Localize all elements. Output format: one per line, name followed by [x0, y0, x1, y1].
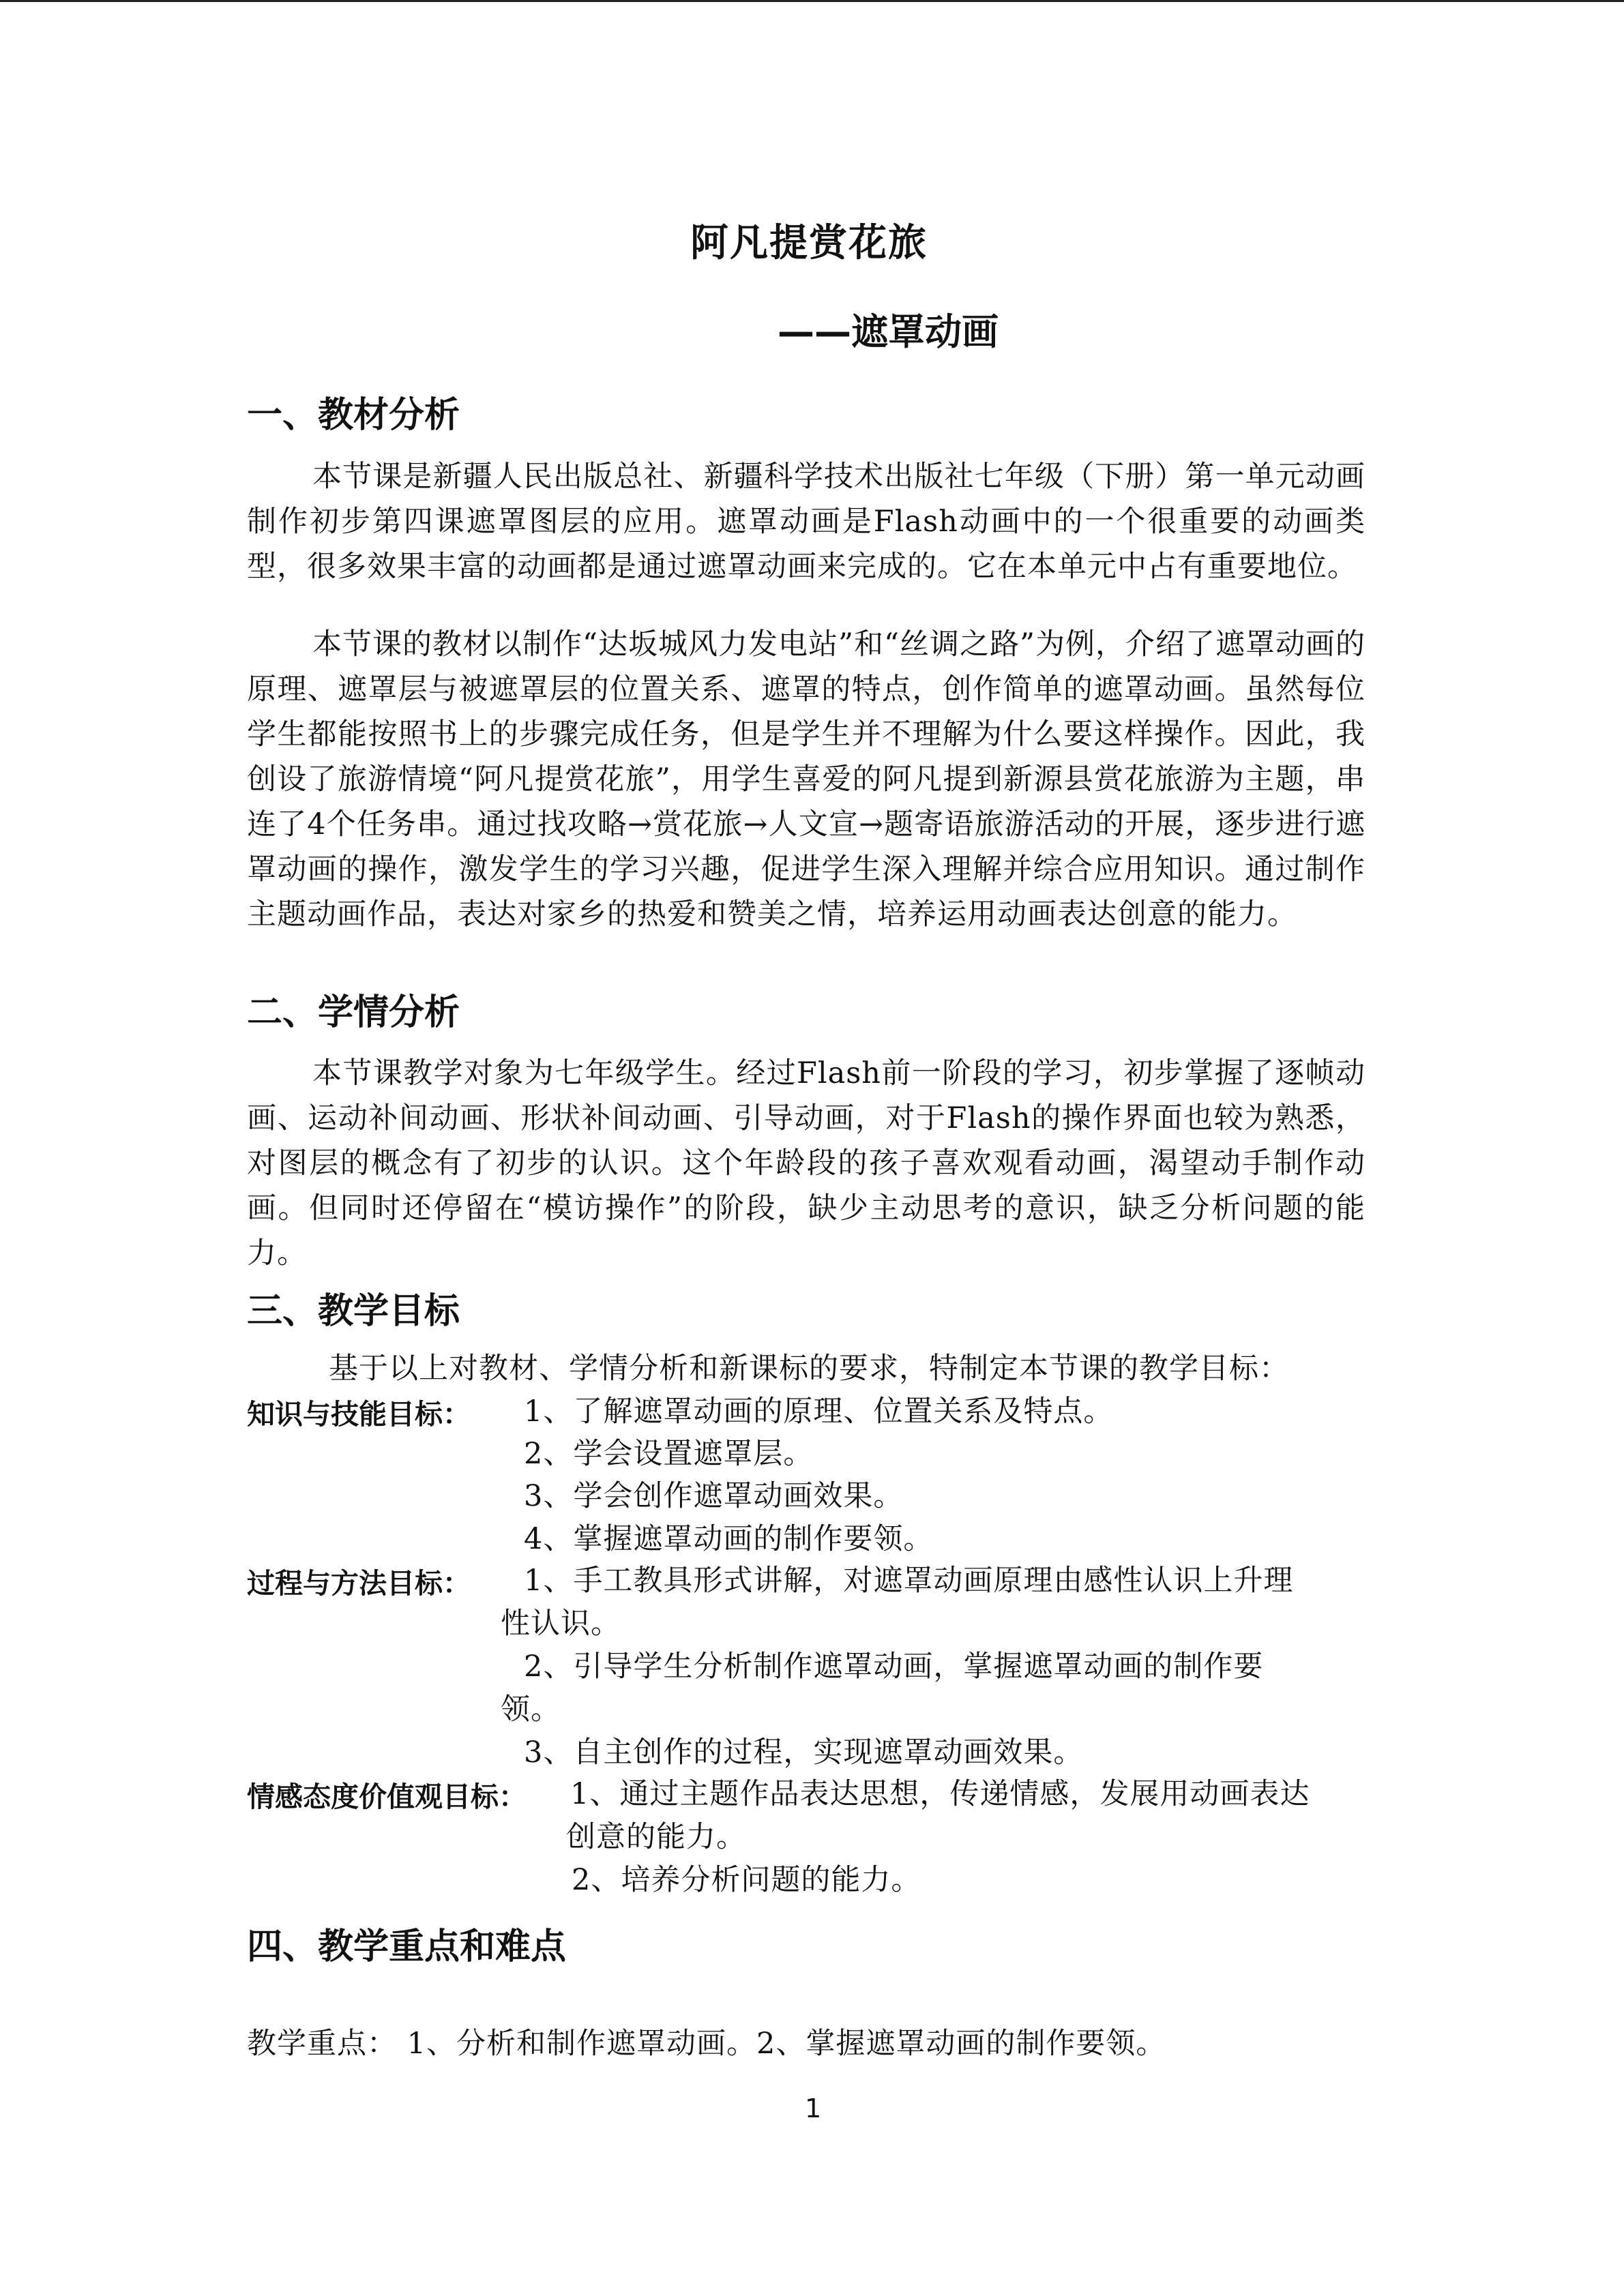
emotion-item-2: 2、培养分析问题的能力。 [572, 1863, 921, 1897]
section-heading-objectives: 三、教学目标 [247, 1291, 460, 1332]
emotion-values-label: 情感态度价值观目标： [247, 1780, 527, 1813]
materials-paragraph-2: 本节课的教材以制作“达坂城风力发电站”和“丝调之路”为例，介绍了遮罩动画的原理、遮罩层与被遮罩层的位置关系、遮罩的特点，创作简单的遮罩动画。虽然每位学生都能按照书上的步骤完成任务，但是学生并不理解为什么要这样操作。因此，我创设了旅游情境“阿凡提赏花旅”，用学生喜爱的阿凡提到新源县赏花旅游为主题，串连了4个任务串。通过找攻略→赏花旅→人文宣→题寄语旅游活动的开展，逐步进行遮罩动画的操作，激发学生的学习兴趣，促进学生深入理解并综合应用知识。通过制作主题动画作品，表达对家乡的热爱和赞美之情，培养运用动画表达创意的能力。 [247, 627, 1365, 931]
top-border-line [0, 0, 1624, 2]
section-heading-students: 二、学情分析 [247, 992, 460, 1033]
materials-paragraph-1: 本节课是新疆人民出版总社、新疆科学技术出版社七年级（下册）第一单元动画制作初步第四课遮罩图层的应用。遮罩动画是Flash动画中的一个很重要的动画类型，很多效果丰富的动画都是通过遮罩动画来完成的。它在本单元中占有重要地位。 [247, 460, 1365, 584]
knowledge-item-3: 3、学会创作遮罩动画效果。 [524, 1479, 904, 1513]
students-paragraph: 本节课教学对象为七年级学生。经过Flash前一阶段的学习，初步掌握了逐帧动画、运动补间动画、形状补间动画、引导动画，对于Flash的操作界面也较为熟悉，对图层的概念有了初步的认识。这个年龄段的孩子喜欢观看动画，渴望动手制作动画。但同时还停留在“模访操作”的阶段，缺少主动思考的意识，缺乏分析问题的能力。 [247, 1056, 1365, 1270]
process-item-3: 3、自主创作的过程，实现遮罩动画效果。 [524, 1735, 1084, 1770]
process-methods-label: 过程与方法目标： [247, 1567, 471, 1600]
emotion-item-1-continued: 创意的能力。 [566, 1820, 746, 1854]
section-heading-materials: 一、教材分析 [247, 395, 460, 436]
knowledge-item-1: 1、了解遮罩动画的原理、位置关系及特点。 [524, 1395, 1114, 1429]
knowledge-item-4: 4、掌握遮罩动画的制作要领。 [524, 1522, 934, 1556]
key-points-text: 教学重点： 1、分析和制作遮罩动画。2、掌握遮罩动画的制作要领。 [247, 2027, 1166, 2061]
section-heading-key-points: 四、教学重点和难点 [247, 1926, 567, 1967]
document-title: 阿凡提赏花旅 [690, 221, 928, 265]
process-item-2-continued: 领。 [501, 1693, 561, 1727]
objectives-intro: 基于以上对教材、学情分析和新课标的要求，特制定本节课的教学目标： [329, 1352, 1289, 1386]
page-number: 1 [805, 2093, 822, 2123]
emotion-item-1: 1、通过主题作品表达思想，传递情感，发展用动画表达 [570, 1777, 1310, 1811]
process-item-2: 2、引导学生分析制作遮罩动画，掌握遮罩动画的制作要 [524, 1650, 1264, 1684]
knowledge-item-2: 2、学会设置遮罩层。 [524, 1437, 814, 1471]
document-subtitle: ——遮罩动画 [778, 310, 999, 353]
knowledge-skills-label: 知识与技能目标： [247, 1398, 471, 1431]
process-item-1: 1、手工教具形式讲解，对遮罩动画原理由感性认识上升理 [524, 1564, 1294, 1598]
process-item-1-continued: 性认识。 [501, 1607, 621, 1641]
